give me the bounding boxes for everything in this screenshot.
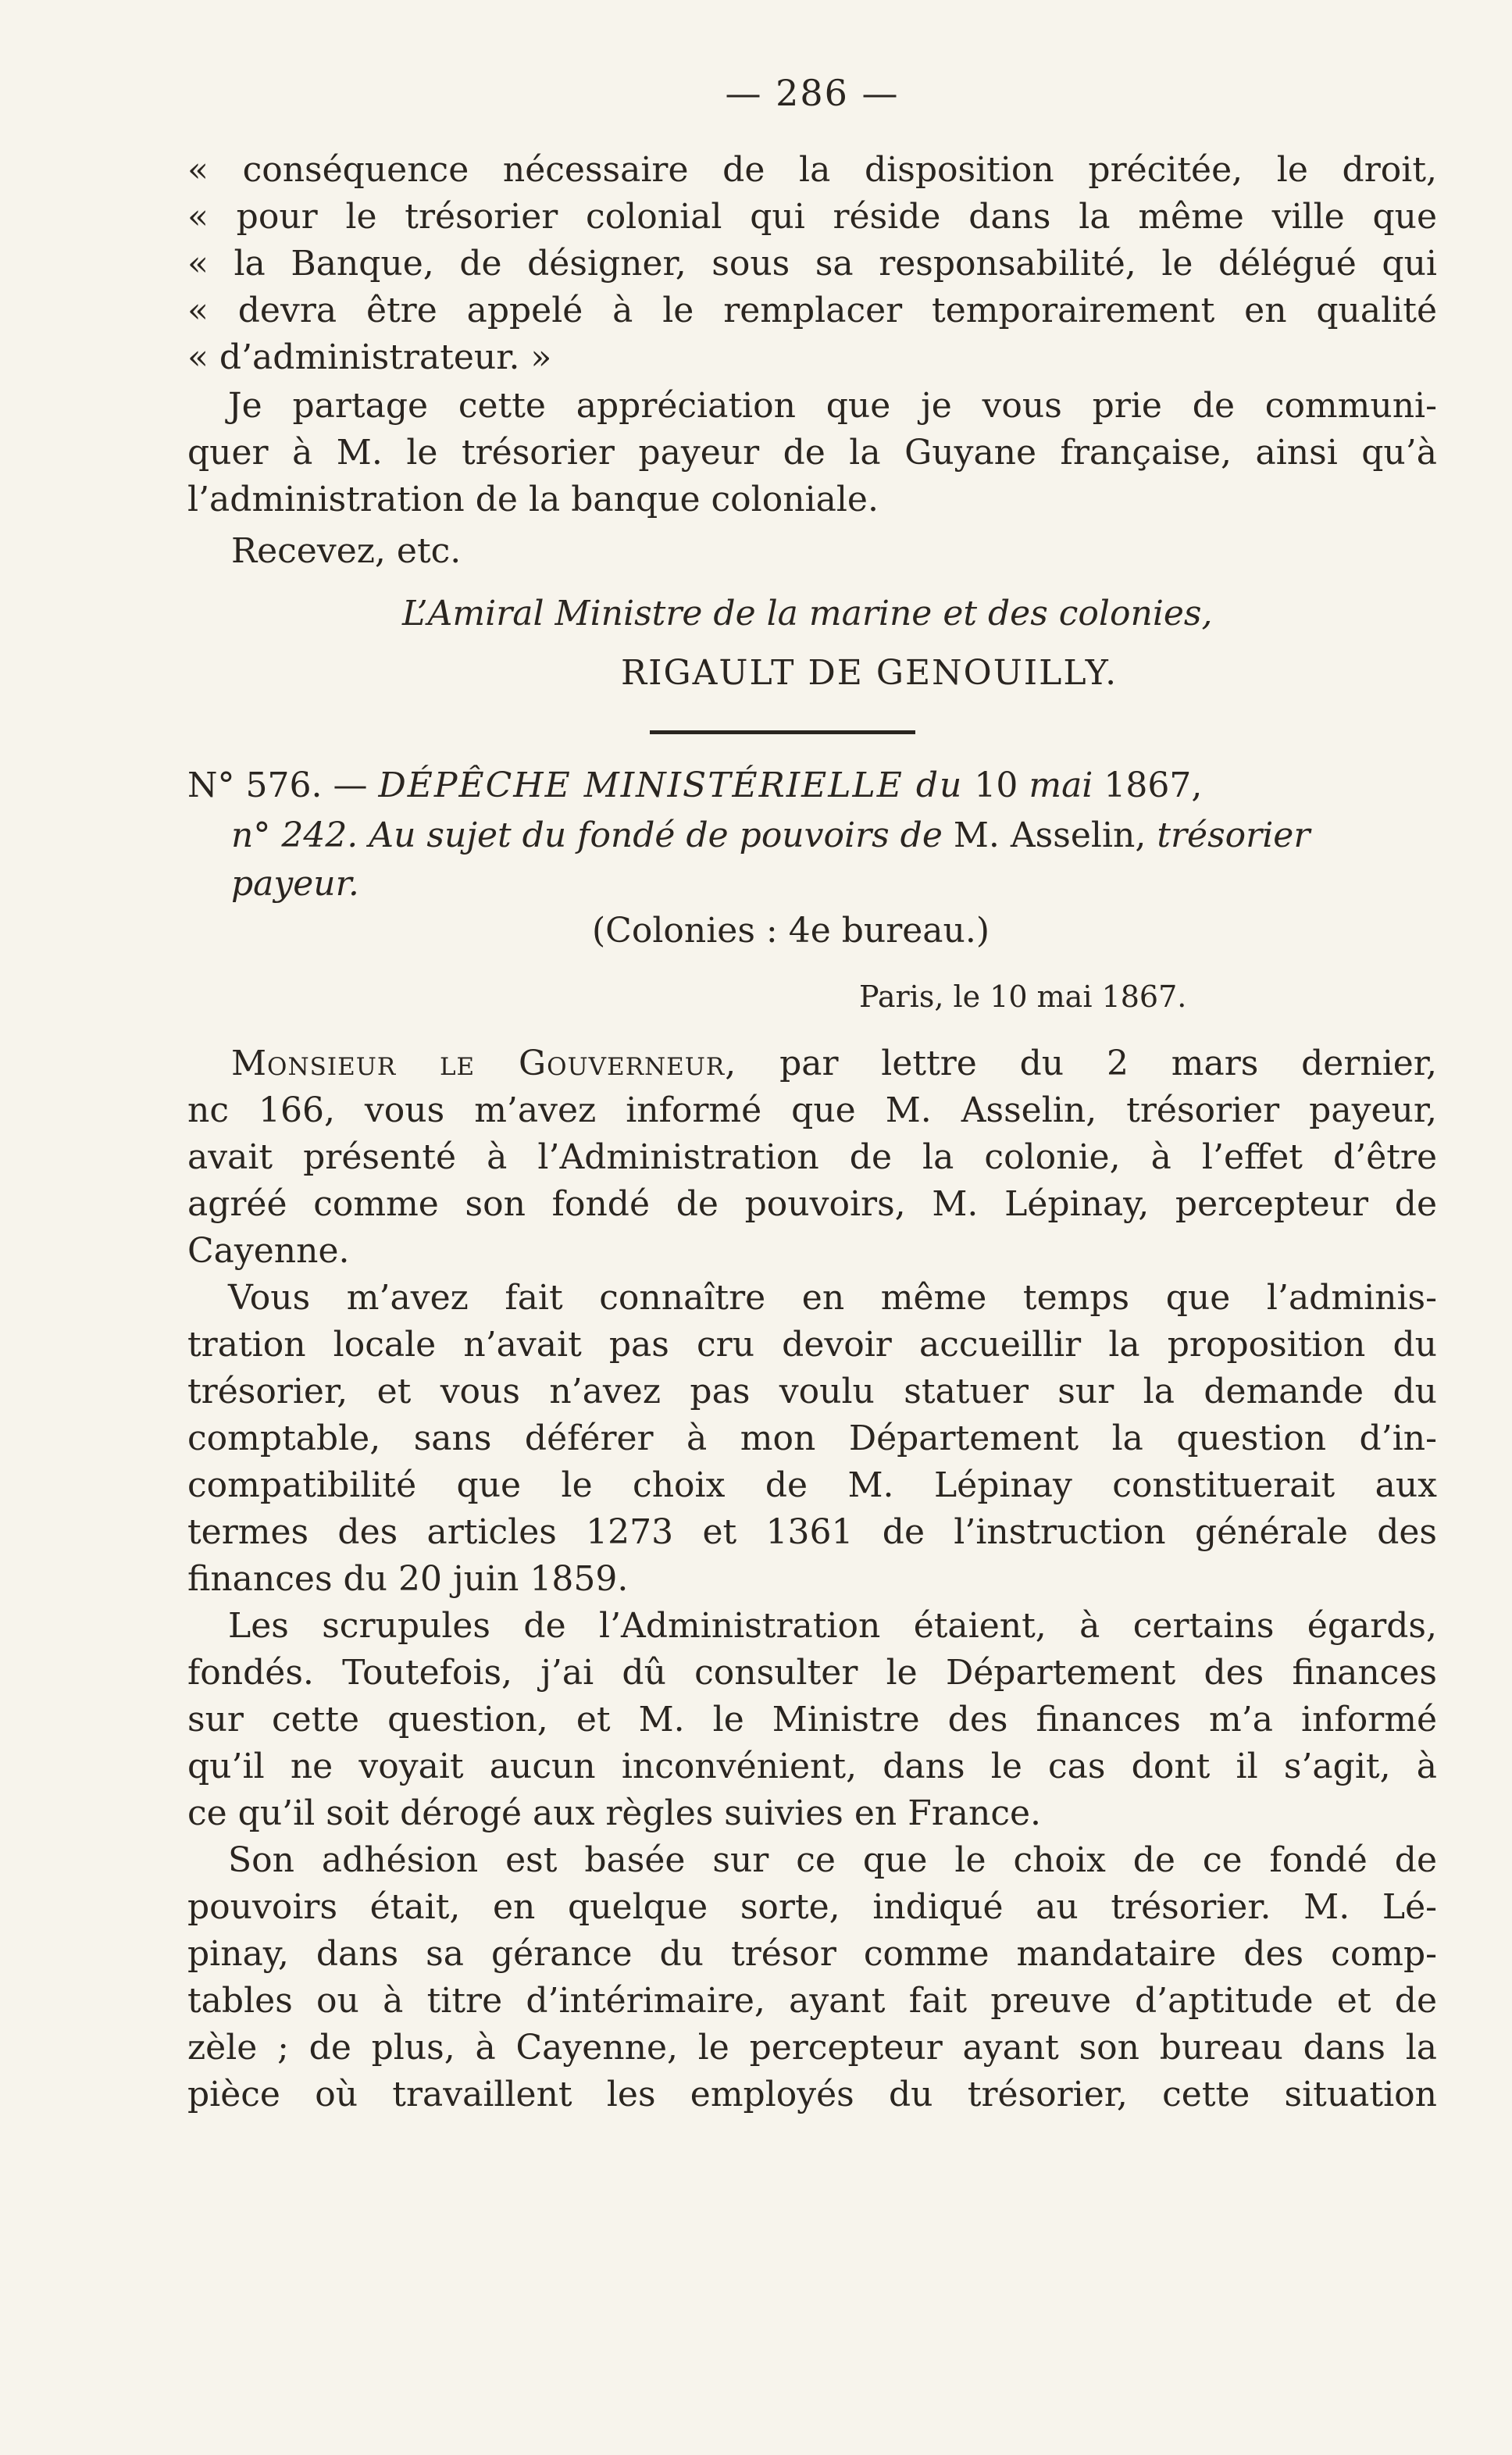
dispatch-heading-line2 [231, 815, 1310, 855]
paragraph-line: l’administration de la banque coloniale. [187, 480, 879, 519]
dispatch-number: N° 576. [187, 765, 323, 805]
dispatch-day: 10 [974, 765, 1018, 805]
paragraph-line: tables ou à titre d’intérimaire, ayant fait preuve d’aptitude et de [187, 1981, 1437, 2021]
paragraph-line: zèle ; de plus, à Cayenne, le percepteur ayant son bureau dans la [187, 2028, 1437, 2068]
salutation: Monsieur le Gouverneur, [231, 1044, 737, 1083]
body-paragraph-2 [187, 1275, 1437, 1603]
paragraph-line: termes des articles 1273 et 1361 de l’instruction générale des [187, 1512, 1437, 1552]
dispatch-dash: — [333, 765, 368, 805]
dispatch-subject-role: trésorier [1157, 815, 1311, 855]
quote-line: « la Banque, de désigner, sous sa responsabilité, le délégué qui [187, 244, 1437, 284]
paragraph-line: finances du 20 juin 1859. [187, 1559, 629, 1599]
paragraph-line: compatibilité que le choix de M. Lépinay constituerait aux [187, 1465, 1437, 1505]
paragraph-line: ce qu’il soit dérogé aux règles suivies en France. [187, 1793, 1041, 1833]
dispatch-ref-number: n° 242. [231, 815, 358, 855]
paragraph-line: nc 166, vous m’avez informé que M. Asselin, trésorier payeur, [187, 1090, 1437, 1130]
paragraph-line: Vous m’avez fait connaître en même temps que l’adminis- [228, 1278, 1437, 1318]
paragraph-line: pièce où travaillent les employés du trésorier, cette situation [187, 2075, 1437, 2114]
dispatch-year: 1867, [1104, 765, 1203, 805]
page-number: — 286 — [725, 72, 900, 114]
body-paragraph-4 [187, 1837, 1437, 2118]
dispatch-subject: Au sujet du fondé de pouvoirs de [369, 815, 943, 855]
paragraph-line: qu’il ne voyait aucun inconvénient, dans le cas dont il s’agit, à [187, 1747, 1437, 1786]
paragraph-line: agréé comme son fondé de pouvoirs, M. Lépinay, percepteur de [187, 1184, 1437, 1224]
quote-line: « pour le trésorier colonial qui réside dans la même ville que [187, 197, 1437, 237]
section-divider [650, 730, 915, 734]
signature-title: L’Amiral Ministre de la marine et des colonies, [402, 594, 1213, 633]
dateline: Paris, le 10 mai 1867. [859, 980, 1187, 1014]
paragraph-line [231, 1040, 1437, 1087]
paragraph-line: fondés. Toutefois, j’ai dû consulter le Département des finances [187, 1653, 1437, 1693]
dispatch-month: mai [1029, 765, 1093, 805]
body-paragraph-3 [187, 1603, 1437, 1837]
dispatch-title: DÉPÊCHE MINISTÉRIELLE du [378, 765, 964, 805]
dispatch-heading-line1 [187, 765, 1202, 805]
dispatch-subject-name: M. Asselin, [953, 815, 1146, 855]
dispatch-heading-line3: payeur. [231, 864, 359, 904]
paragraph-line: Je partage cette appréciation que je vous prie de communi- [228, 386, 1437, 426]
paragraph-line: pouvoirs était, en quelque sorte, indiqué au trésorier. M. Lé- [187, 1887, 1437, 1927]
quote-line: « devra être appelé à le remplacer temporairement en qualité [187, 291, 1437, 330]
paragraph-line: trésorier, et vous n’avez pas voulu statuer sur la demande du [187, 1372, 1437, 1411]
paragraph-line: Les scrupules de l’Administration étaient, à certains égards, [228, 1606, 1437, 1646]
bureau-line: (Colonies : 4e bureau.) [592, 911, 990, 951]
paragraph-line: sur cette question, et M. le Ministre des finances m’a informé [187, 1700, 1437, 1740]
closing-formula: Recevez, etc. [231, 531, 462, 571]
signature-name: RIGAULT DE GENOUILLY. [621, 653, 1118, 693]
paragraph-line: tration locale n’avait pas cru devoir accueillir la proposition du [187, 1325, 1437, 1365]
paragraph-line: quer à M. le trésorier payeur de la Guyane française, ainsi qu’à [187, 433, 1437, 473]
paragraph-line: pinay, dans sa gérance du trésor comme mandataire des comp- [187, 1934, 1437, 1974]
body-paragraph-1 [187, 1087, 1437, 1275]
paragraph-line: Son adhésion est basée sur ce que le choix de ce fondé de [228, 1840, 1437, 1880]
paragraph-appreciation [187, 383, 1437, 523]
paragraph-line: Cayenne. [187, 1231, 350, 1271]
body-salutation-line [231, 1040, 1437, 1087]
quotation-block [187, 147, 1437, 381]
quote-line: « conséquence nécessaire de la disposition précitée, le droit, [187, 150, 1437, 190]
paragraph-line: avait présenté à l’Administration de la colonie, à l’effet d’être [187, 1137, 1437, 1177]
salutation-rest: par lettre du 2 mars dernier, [779, 1044, 1437, 1083]
quote-line: « d’administrateur. » [187, 337, 552, 377]
paragraph-line: comptable, sans déférer à mon Département la question d’in- [187, 1418, 1437, 1458]
